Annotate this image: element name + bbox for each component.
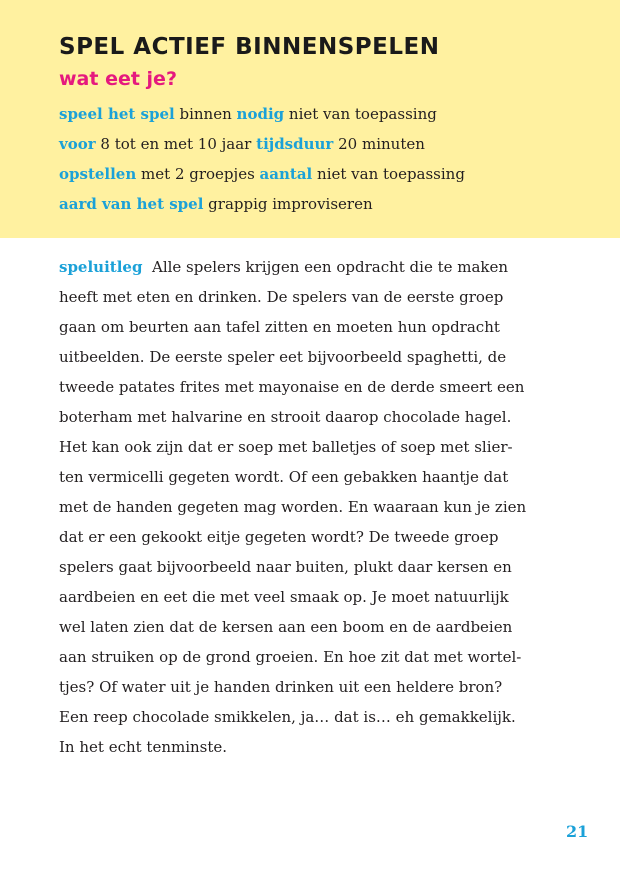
description-line: wel laten zien dat de kersen aan een boom en de aardbeien <box>59 618 513 636</box>
description-line: ten vermicelli gegeten wordt. Of een gebakken haantje dat <box>59 468 509 486</box>
meta-value-for: 8 tot en met 10 jaar <box>100 135 252 153</box>
meta-value-count: niet van toepassing <box>317 165 465 183</box>
description-line: boterham met halvarine en strooit daarop chocolade hagel. <box>59 408 512 426</box>
meta-row-age <box>59 134 425 154</box>
description-text: Alle spelers krijgen een opdracht die te maken <box>151 258 509 276</box>
description-line: met de handen gegeten mag worden. En waaraan kun je zien <box>59 498 527 516</box>
description-line: Een reep chocolade smikkelen, ja… dat is… eh gemakkelijk. <box>59 708 516 726</box>
description-line: uitbeelden. De eerste speler eet bijvoorbeeld spaghetti, de <box>59 348 507 366</box>
meta-label-for: voor <box>59 135 96 153</box>
meta-value-setup: met 2 groepjes <box>141 165 255 183</box>
description-line: dat er een gekookt eitje gegeten wordt? De tweede groep <box>59 528 499 546</box>
meta-label-kind: aard van het spel <box>59 195 204 213</box>
meta-label-duration: tijdsduur <box>256 135 334 153</box>
description-line: aardbeien en eet die met veel smaak op. Je moet natuurlijk <box>59 588 509 606</box>
meta-row-kind <box>59 194 373 214</box>
meta-label-count: aantal <box>259 165 313 183</box>
meta-value-duration: 20 minuten <box>338 135 425 153</box>
description-label: speluitleg <box>59 258 143 276</box>
description-line: Het kan ook zijn dat er soep met balletjes of soep met slier- <box>59 438 513 456</box>
page-number: 21 <box>566 822 589 841</box>
meta-label-setup: opstellen <box>59 165 137 183</box>
description-line: tweede patates frites met mayonaise en de derde smeert een <box>59 378 525 396</box>
game-description <box>59 252 559 762</box>
description-line: heeft met eten en drinken. De spelers van de eerste groep <box>59 288 504 306</box>
description-line <box>59 252 559 282</box>
meta-row-setup <box>59 164 465 184</box>
meta-row-play <box>59 104 437 124</box>
meta-label-needed: nodig <box>236 105 285 123</box>
meta-value-play: binnen <box>179 105 232 123</box>
description-line: aan struiken op de grond groeien. En hoe zit dat met wortel- <box>59 648 522 666</box>
meta-value-kind: grappig improviseren <box>208 195 373 213</box>
game-subtitle: wat eet je? <box>59 68 177 90</box>
description-line: gaan om beurten aan tafel zitten en moeten hun opdracht <box>59 318 500 336</box>
page-title: SPEL ACTIEF BINNENSPELEN <box>59 34 440 60</box>
description-line: tjes? Of water uit je handen drinken uit een heldere bron? <box>59 678 503 696</box>
meta-value-needed: niet van toepassing <box>288 105 437 123</box>
meta-label-play: speel het spel <box>59 105 175 123</box>
description-line: In het echt tenminste. <box>59 738 228 756</box>
description-line: spelers gaat bijvoorbeeld naar buiten, plukt daar kersen en <box>59 558 512 576</box>
